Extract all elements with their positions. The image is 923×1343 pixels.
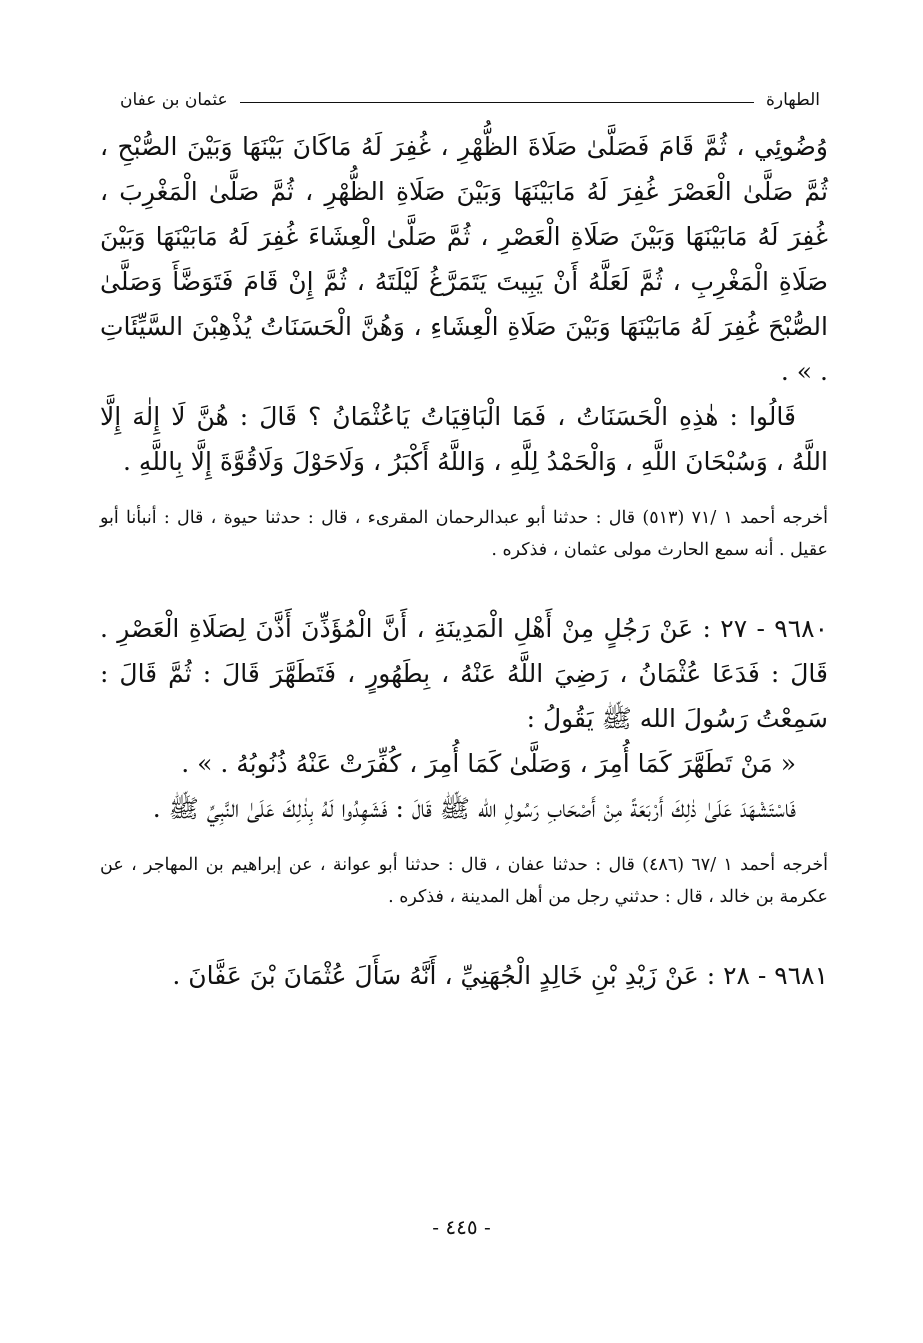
takhrij-note-2: أخرجه أحمد ١ /٦٧ (٤٨٦) قال : حدثنا عفان ، قال : حدثنا أبو عوانة ، عن إبراهيم بن المهاجر ، عن عكرمة بن خالد ، قال : حدثني رجل من أهل المدينة ، فذكره .: [100, 855, 828, 907]
page-body: [100, 124, 828, 998]
running-header: [120, 86, 820, 114]
hadith-9681-text: ٩٦٨١ - ٢٨ : عَنْ زَيْدِ بْنِ خَالِدٍ الْجُهَنِيِّ ، أَنَّهُ سَأَلَ عُثْمَانَ بْنَ عَفَّانَ .: [172, 961, 828, 990]
hadith-text-baqiyat: قَالُوا : هٰذِهِ الْحَسَنَاتُ ، فَمَا الْبَاقِيَاتُ يَاعُثْمَانُ ؟ قَالَ : هُنَّ لَا إِلٰهَ إِلَّا اللَّهُ ، وَسُبْحَانَ اللَّهِ ، وَالْحَمْدُ لِلَّهِ ، وَاللَّهُ أَكْبَرُ ، وَلَاحَوْلَ وَلَاقُوَّةَ إِلَّا بِاللَّهِ .: [100, 402, 828, 476]
header-section-title: عثمان بن عفان: [120, 90, 228, 110]
spacer: [100, 484, 828, 502]
spacer: [100, 913, 828, 953]
spacer: [100, 831, 828, 849]
hadith-9680-text: ٩٦٨٠ - ٢٧ : عَنْ رَجُلٍ مِنْ أَهْلِ الْمَدِينَةِ ، أَنَّ الْمُؤَذِّنَ أَذَّنَ لِصَلَاةِ الْعَصْرِ . قَالَ : فَدَعَا عُثْمَانُ ، رَضِيَ اللَّهُ عَنْهُ ، بِطَهُورٍ ، فَتَطَهَّرَ قَالَ : ثُمَّ قَالَ : سَمِعْتُ رَسُولَ الله ﷺ يَقُولُ :: [100, 614, 828, 733]
hadith-9680-quote: « مَنْ تَطَهَّرَ كَمَا أُمِرَ ، وَصَلَّىٰ كَمَا أُمِرَ ، كُفِّرَتْ عَنْهُ ذُنُوبُهُ . » .: [181, 749, 796, 778]
page-number: - ٤٤٥ -: [432, 1215, 491, 1239]
header-rule: [240, 102, 754, 103]
takhrij-note-1: أخرجه أحمد ١ /٧١ (٥١٣) قال : حدثنا أبو عبدالرحمان المقرىء ، قال : حدثنا حيوة ، قال : أنبأنا أبو عقيل . أنه سمع الحارث مولى عثمان ، فذكره .: [100, 508, 828, 560]
hadith-text-continued: وُضُوئِي ، ثُمَّ قَامَ فَصَلَّىٰ صَلَاةَ الظُّهْرِ ، غُفِرَ لَهُ مَاكَانَ بَيْنَهَا وَبَيْنَ الصُّبْحِ ، ثُمَّ صَلَّىٰ الْعَصْرَ غُفِرَ لَهُ مَابَيْنَهَا وَبَيْنَ صَلَاةِ الظُّهْرِ ، ثُمَّ صَلَّىٰ الْمَغْرِبَ ، غُفِرَ لَهُ مَابَيْنَهَا وَبَيْنَ صَلَاةِ الْعَصْرِ ، ثُمَّ صَلَّىٰ الْعِشَاءَ غُفِرَ لَهُ مَابَيْنَهَا وَبَيْنَ صَلَاةِ الْمَغْرِبِ ، ثُمَّ لَعَلَّهُ أَنْ يَبِيتَ يَتَمَرَّغُ لَيْلَتَهُ ، ثُمَّ إِنْ قَامَ فَتَوَضَّأَ وَصَلَّىٰ الصُّبْحَ غُفِرَ لَهُ مَابَيْنَهَا وَبَيْنَ صَلَاةِ الْعِشَاءِ ، وَهُنَّ الْحَسَنَاتُ يُذْهِبْنَ السَّيِّئَاتِ . » .: [100, 132, 828, 386]
spacer: [100, 566, 828, 606]
header-chapter-title: الطهارة: [766, 90, 820, 110]
hadith-9680-witnesses: فَاسْتَشْهَدَ عَلَىٰ ذٰلِكَ أَرْبَعَةً مِنْ أَصْحَابِ رَسُولِ الله ﷺ قَالَ : فَشَهِدُوا لَهُ بِذٰلِكَ عَلَىٰ النَّبِيِّ ﷺ .: [152, 794, 796, 823]
